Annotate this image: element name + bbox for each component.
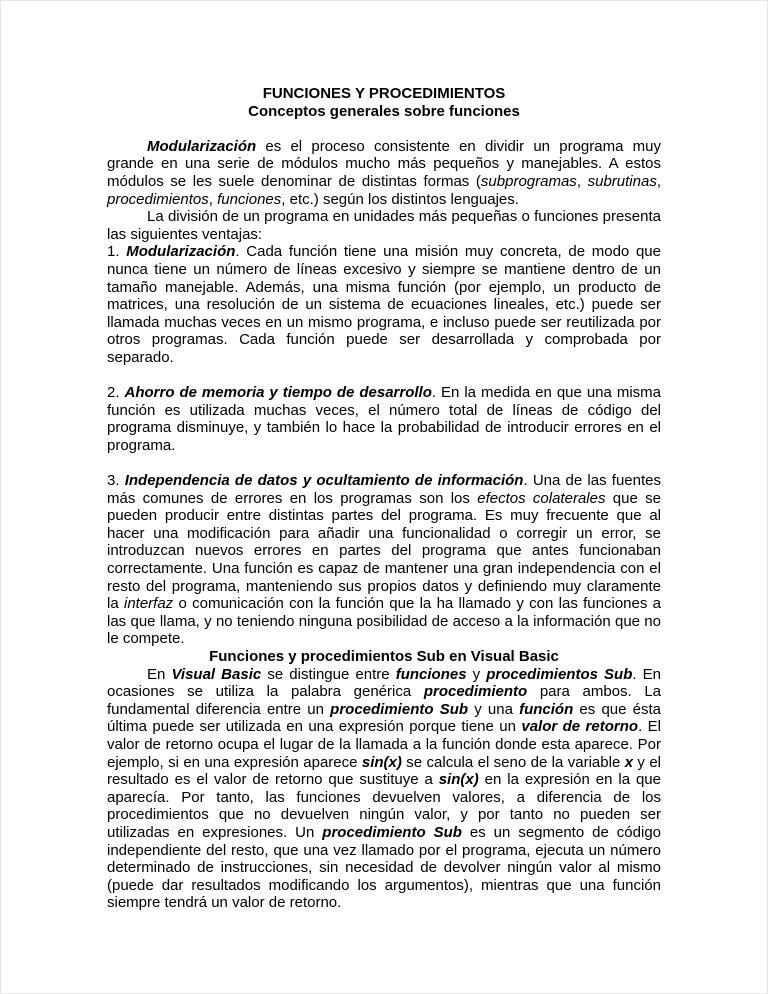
section-heading-visual-basic	[107, 648, 661, 666]
text-run: ,	[656, 172, 661, 190]
text-run: es un segmento de código independiente del resto, que una vez llamado por el programa, ejecuta un número determinado de instrucciones, sin necesidad de devolver ningún valor al mismo (puede dar resultados modificando los argumentos), mientras que una función siempre tendrá un valor de retorno.	[107, 823, 661, 912]
text-run: ,	[208, 190, 218, 208]
text-run: Modularización	[147, 137, 257, 155]
text-run: y una	[468, 700, 520, 718]
text-run: subrutinas	[587, 172, 657, 190]
paragraph-intro-modularizacion	[107, 138, 661, 208]
text-run: en la expresión en la que aparecía. Por tanto, las funciones devuelven valores, a diferencia de los procedimientos que no devuelven ningún valor, y por tanto no pueden ser utilizadas en expresiones. Un	[107, 771, 661, 841]
doc-title	[107, 85, 661, 103]
doc-subtitle	[107, 103, 661, 121]
text-run: procedimientos Sub	[486, 665, 633, 683]
text-run: subprogramas	[480, 172, 577, 190]
text-run: . En ocasiones se utiliza la palabra genérica	[107, 665, 662, 701]
text-run: se calcula el seno de la variable	[401, 753, 625, 771]
text-run: . Una de las fuentes más comunes de errores en los programas son los	[107, 472, 661, 507]
text-run: procedimiento Sub	[322, 823, 462, 841]
text-run: , etc.) según los distintos lenguajes.	[281, 190, 519, 208]
text-run: Conceptos generales sobre funciones	[248, 102, 520, 120]
text-run: sin(x)	[361, 753, 402, 771]
text-run: . El valor de retorno ocupa el lugar de la llamada a la función donde esta aparece. Por ejemplo, si en una expresión aparece	[107, 718, 661, 771]
list-item-ventaja-1	[107, 243, 661, 366]
text-run: para ambos. La fundamental diferencia entre un	[107, 683, 661, 718]
list-item-ventaja-2	[107, 384, 661, 454]
text-run: 1.	[107, 243, 127, 261]
text-run: Visual Basic	[171, 665, 262, 683]
text-run: funciones	[395, 665, 467, 683]
text-run: Independencia de datos y ocultamiento de información	[124, 472, 524, 490]
text-run: procedimientos	[107, 190, 209, 208]
paragraph-ventajas-lead	[107, 208, 661, 243]
text-run: se distingue entre	[261, 665, 396, 683]
text-run: x	[624, 753, 634, 771]
text-run: FUNCIONES Y PROCEDIMIENTOS	[262, 85, 506, 102]
text-run: efectos colaterales	[477, 489, 606, 507]
text-run: 3.	[107, 472, 125, 490]
text-run: sin(x)	[438, 771, 479, 789]
text-run: Ahorro de memoria y tiempo de desarrollo	[124, 384, 432, 402]
text-run: . Cada función tiene una misión muy concreta, de modo que nunca tiene un número de líneas excesivo y siempre se mantiene dentro de un tamaño manejable. Además, una misma función (por ejemplo, un producto de matrices, una resolución de un sistema de ecuaciones lineales, etc.) puede ser llamada muchas veces en un mismo programa, e incluso puede ser reutilizada por otros programas. Cada función puede ser desarrollada y comprobada por separado.	[107, 243, 661, 366]
text-run: Funciones y procedimientos Sub en Visual Basic	[209, 648, 559, 665]
paragraph-sub-vs-funcion	[107, 666, 661, 912]
text-run: es el proceso consistente en dividir un programa muy grande en una serie de módulos mucho más pequeños y manejables. A estos módulos se les suele denominar de distintas formas (	[107, 137, 661, 190]
text-run: funciones	[217, 190, 282, 208]
text-run: o comunicación con la función que la ha llamado y con las funciones a las que llama, y no teniendo ninguna posibilidad de acceso a la información que no le compete.	[107, 595, 661, 648]
text-run: función	[519, 700, 574, 718]
text-run: valor de retorno	[521, 718, 639, 736]
text-run: es que ésta última puede ser utilizada en una expresión porque tiene un	[107, 700, 661, 736]
text-run: procedimiento	[423, 683, 528, 701]
text-run: y el resultado es el valor de retorno que sustituye a	[107, 753, 661, 789]
text-run: que se pueden producir entre distintas partes del programa. Es muy frecuente que al hacer una modificación para añadir una funcionalidad o corregir un error, se introduzcan nuevos errores en partes del programa que antes funcionaban correctamente. Una función es capaz de mantener una gran independencia con el resto del programa, manteniendo sus propios datos y definiendo muy claramente la	[107, 489, 661, 613]
text-run: 2.	[107, 384, 125, 402]
text-run: La división de un programa en unidades más pequeñas o funciones presenta las siguientes ventajas:	[107, 208, 661, 243]
text-run: y	[466, 665, 487, 683]
text-run: ,	[576, 172, 588, 190]
text-run: Modularización	[126, 243, 236, 261]
text-run: . En la medida en que una misma función es utilizada muchas veces, el número total de líneas de código del programa disminuye, y también lo hace la probabilidad de introducir errores en el programa.	[107, 384, 661, 454]
list-item-ventaja-3	[107, 472, 661, 648]
text-run: En	[147, 665, 172, 683]
text-run: interfaz	[123, 595, 174, 613]
text-run: procedimiento Sub	[330, 700, 469, 718]
